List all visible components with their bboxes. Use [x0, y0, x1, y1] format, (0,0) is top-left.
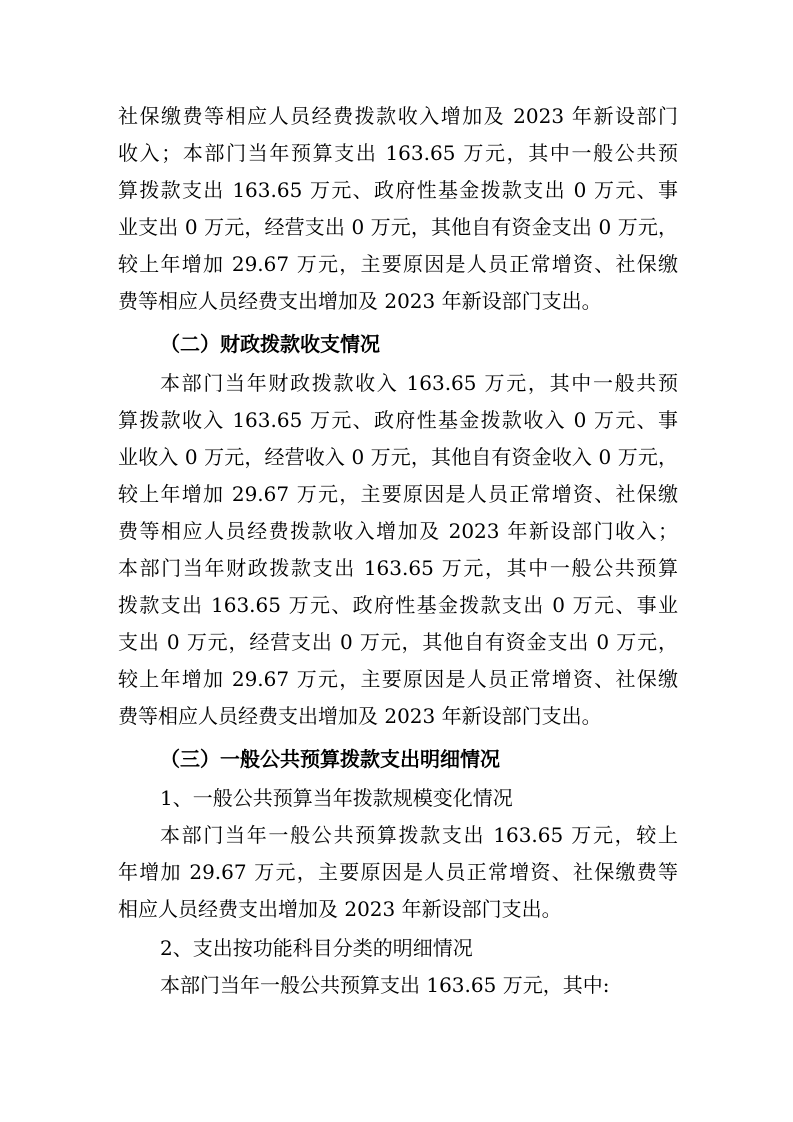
paragraph-line: 算拨款收入 163.65 万元、政府性基金拨款收入 0 万元、事	[118, 408, 678, 432]
subsection-heading: 2、支出按功能科目分类的明细情况	[160, 936, 473, 960]
paragraph-line: 年增加 29.67 万元，主要原因是人员正常增资、社保缴费等	[118, 860, 678, 884]
paragraph-line: 拨款支出 163.65 万元、政府性基金拨款支出 0 万元、事业	[118, 593, 678, 617]
paragraph-line: 业收入 0 万元，经营收入 0 万元，其他自有资金收入 0 万元，	[118, 445, 678, 469]
section-heading: （三）一般公共预算拨款支出明细情况	[160, 747, 500, 771]
section-heading: （二）财政拨款收支情况	[160, 332, 380, 356]
paragraph-line: 费等相应人员经费拨款收入增加及 2023 年新设部门收入；	[118, 519, 678, 543]
paragraph-line: 相应人员经费支出增加及 2023 年新设部门支出。	[118, 897, 562, 921]
paragraph-line: 支出 0 万元，经营支出 0 万元，其他自有资金支出 0 万元，	[118, 630, 678, 654]
paragraph-line: 费等相应人员经费支出增加及 2023 年新设部门支出。	[118, 704, 602, 728]
paragraph-line: 费等相应人员经费支出增加及 2023 年新设部门支出。	[118, 289, 602, 313]
paragraph-line: 较上年增加 29.67 万元，主要原因是人员正常增资、社保缴	[118, 252, 678, 276]
paragraph-line: 社保缴费等相应人员经费拨款收入增加及 2023 年新设部门	[118, 104, 678, 128]
paragraph-line: 本部门当年一般公共预算拨款支出 163.65 万元，较上	[160, 823, 678, 847]
paragraph-line: 较上年增加 29.67 万元，主要原因是人员正常增资、社保缴	[118, 482, 678, 506]
paragraph-line: 收入；本部门当年预算支出 163.65 万元，其中一般公共预	[118, 141, 678, 165]
paragraph-line: 业支出 0 万元，经营支出 0 万元，其他自有资金支出 0 万元，	[118, 215, 678, 239]
paragraph-line: 本部门当年财政拨款收入 163.65 万元，其中一般共预	[160, 371, 678, 395]
paragraph-line: 本部门当年财政拨款支出 163.65 万元，其中一般公共预算	[118, 556, 678, 580]
paragraph-line: 算拨款支出 163.65 万元、政府性基金拨款支出 0 万元、事	[118, 178, 678, 202]
paragraph-line: 本部门当年一般公共预算支出 163.65 万元，其中:	[160, 973, 610, 997]
subsection-heading: 1、一般公共预算当年拨款规模变化情况	[160, 786, 513, 810]
paragraph-line: 较上年增加 29.67 万元，主要原因是人员正常增资、社保缴	[118, 667, 678, 691]
